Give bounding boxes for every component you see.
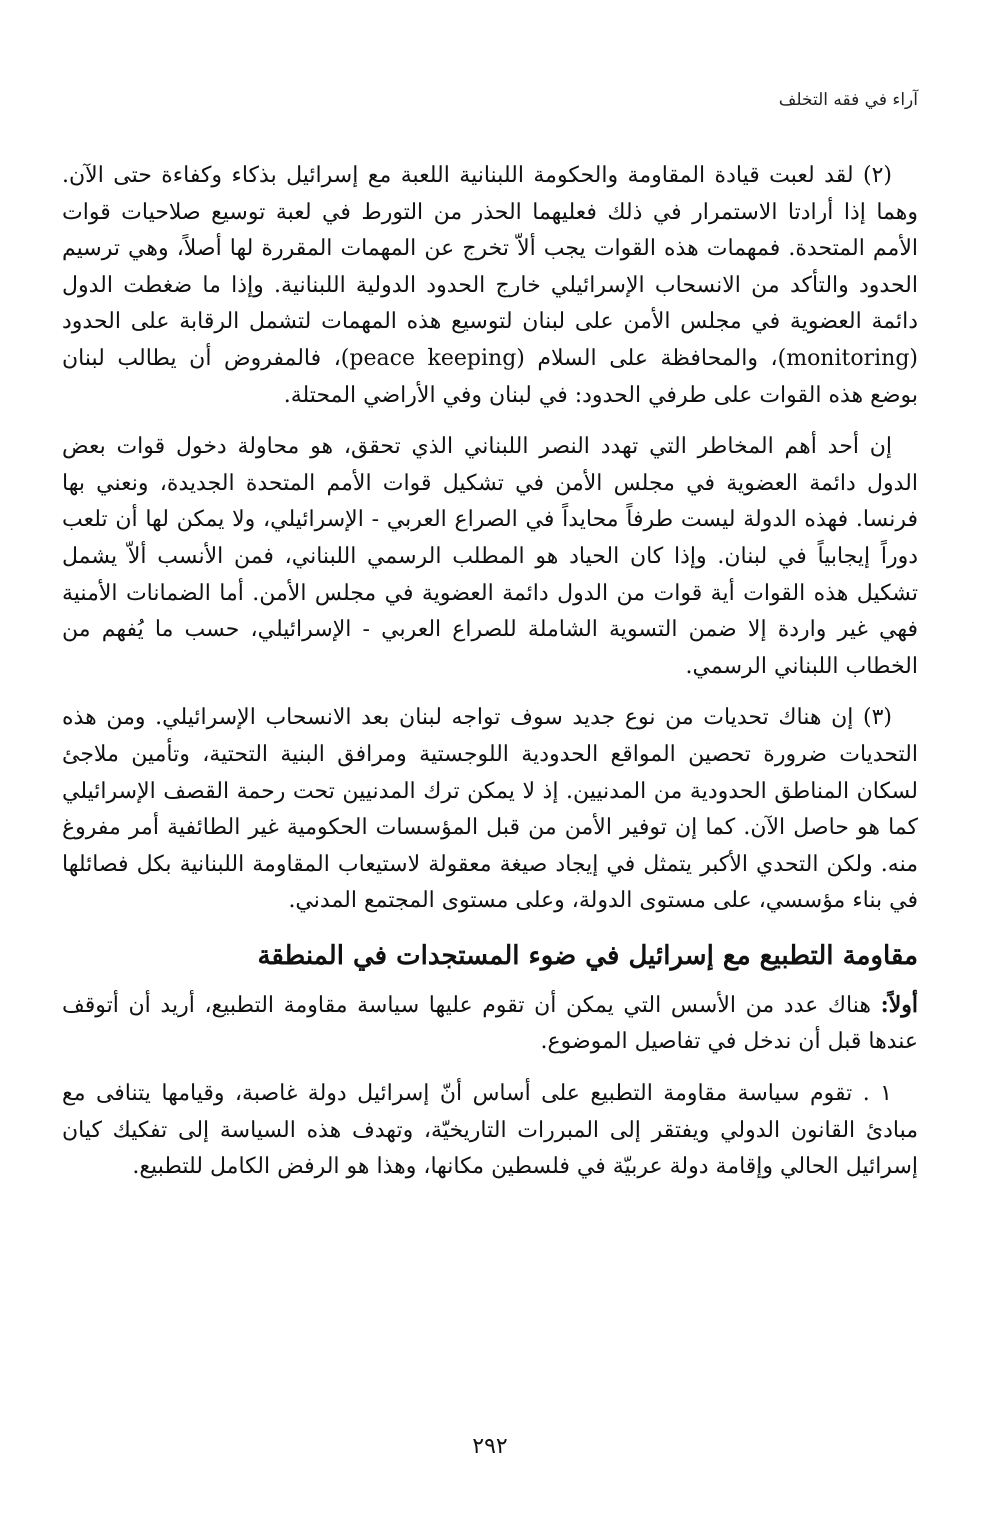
page-number: ٢٩٢ xyxy=(472,1434,508,1459)
latin-term-peacekeeping: peace keeping xyxy=(349,345,517,371)
paragraph-point-one: ١ . تقوم سياسة مقاومة التطبيع على أساس أنّ إسرائيل دولة غاصبة، وقيامها يتنافى مع مبادئ القانون الدولي ويفتقر إلى المبررات التاريخيّة، وتهدف هذه السياسة إلى تفكيك كيان إسرائيل الحالي وإقامة دولة عربيّة في فلسطين مكانها، وهذا هو الرفض الكامل للتطبيع. xyxy=(62,1081,918,1180)
paragraph-risks-to-victory: إن أحد أهم المخاطر التي تهدد النصر اللبناني الذي تحقق، هو محاولة دخول قوات بعض الدول دائمة العضوية في مجلس الأمن في تشكيل قوات الأمم المتحدة الجديدة، ونعني بها فرنسا. فهذه الدولة ليست طرفاً محايداً في الصراع العربي - الإسرائيلي، ولا يمكن لها أن تلعب دوراً إيجابياً في لبنان. وإذا كان الحياد هو المطلب الرسمي اللبناني، فمن الأنسب ألاّ يشمل تشكيل هذه القوات أية قوات من الدول دائمة العضوية في مجلس الأمن. أما الضمانات الأمنية فهي غير واردة إلا ضمن التسوية الشاملة للصراع العربي - الإسرائيلي، حسب ما يُفهم من الخطاب اللبناني الرسمي. xyxy=(62,434,918,679)
paragraph-text: (٢) لقد لعبت قيادة المقاومة والحكومة اللبنانية اللعبة مع إسرائيل بذكاء وكفاءة حتى الآن. وهما إذا أرادتا الاستمرار في ذلك فعليهما الحذر من التورط في لعبة توسيع صلاحيات قوات الأمم المتحدة. فمهمات هذه القوات يجب ألاّ تخرج عن المهمات المقررة لها أصلاً، وهي ترسيم الحدود والتأكد من الانسحاب الإسرائيلي خارج الحدود الدولية اللبنانية. وإذا ما ضغطت الدول دائمة العضوية في مجلس الأمن على لبنان لتوسيع هذه المهمات لتشمل الرقابة على الحدود ( xyxy=(62,163,918,371)
latin-term-monitoring: monitoring xyxy=(786,345,910,371)
paragraph-new-challenges: (٣) إن هناك تحديات من نوع جديد سوف تواجه لبنان بعد الانسحاب الإسرائيلي. ومن هذه التحديات ضرورة تحصين المواقع الحدودية اللوجستية ومرافق البنية التحتية، وتأمين ملاجئ لسكان المناطق الحدودية من المدنيين. إذ لا يمكن ترك المدنيين تحت رحمة القصف الإسرائيلي كما هو حاصل الآن. كما إن توفير الأمن من قبل المؤسسات الحكومية غير الطائفية أمر مفروغ منه. ولكن التحدي الأكبر يتمثل في إيجاد صيغة معقولة لاستيعاب المقاومة اللبنانية بكل فصائلها في بناء مؤسسي، على مستوى الدولة، وعلى مستوى المجتمع المدني. xyxy=(62,705,918,914)
paragraph-text: هناك عدد من الأسس التي يمكن أن تقوم عليها سياسة مقاومة التطبيع، أريد أن أتوقف عندها قبل أن ندخل في تفاصيل الموضوع. xyxy=(62,992,918,1055)
paragraph-lebanon-un-forces xyxy=(62,158,918,414)
paragraph-lead: أولاً: xyxy=(880,991,918,1018)
paragraph-first-principle xyxy=(62,987,918,1061)
paragraph-text: )، والمحافظة على السلام ( xyxy=(516,345,787,371)
body-text xyxy=(62,158,918,1201)
running-header: آراء في فقه التخلف xyxy=(778,90,918,110)
section-heading: مقاومة التطبيع مع إسرائيل في ضوء المستجدات في المنطقة xyxy=(257,940,918,971)
paragraph-text: )، فالمفروض أن يطالب لبنان بوضع هذه القوات على طرفي الحدود: في لبنان وفي الأراضي المحتلة. xyxy=(62,345,918,408)
book-page xyxy=(62,0,918,1523)
